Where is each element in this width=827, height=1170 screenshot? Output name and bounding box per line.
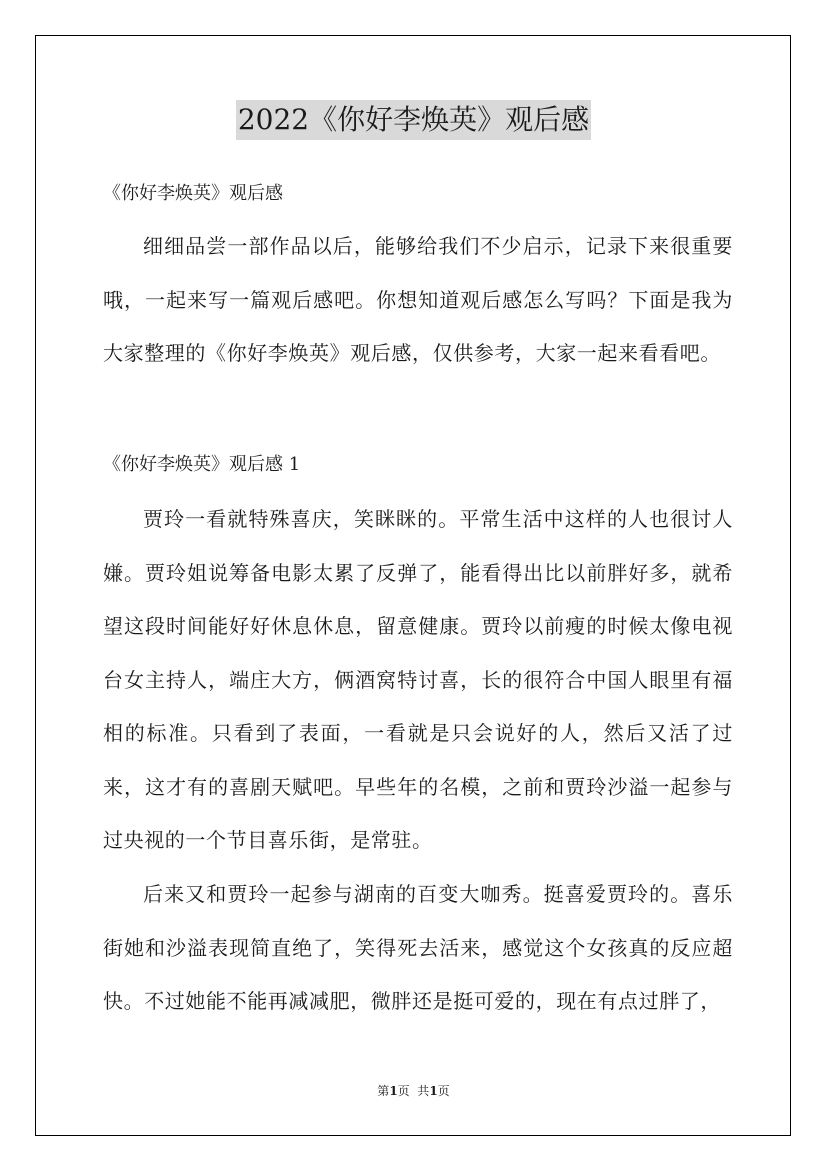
intro-paragraph: 细细品尝一部作品以后，能够给我们不少启示，记录下来很重要哦，一起来写一篇观后感吧。你想知道观后感怎么写吗？下面是我为大家整理的《你好李焕英》观后感，仅供参考，大家一起来看看吧。: [103, 234, 733, 365]
page-footer: [0, 1083, 827, 1099]
body-paragraph-1: 贾玲一看就特殊喜庆，笑眯眯的。平常生活中这样的人也很讨人嫌。贾玲姐说筹备电影太累了反弹了，能看得出比以前胖好多，就希望这段时间能好好休息休息，留意健康。贾玲以前瘦的时候太像电视台女主持人，端庄大方，俩酒窝特讨喜，长的很符合中国人眼里有福相的标准。只看到了表面，一看就是只会说好的人，然后又活了过来，这才有的喜剧天赋吧。早些年的名模，之前和贾玲沙溢一起参与过央视的一个节目喜乐街，是常驻。: [103, 507, 733, 852]
essay-heading: 《你好李焕英》观后感 1: [103, 454, 301, 475]
document-title: 2022《你好李焕英》观后感: [236, 100, 591, 140]
footer-page-number: 1: [389, 1084, 398, 1098]
body-paragraph-2: 后来又和贾玲一起参与湖南的百变大咖秀。挺喜爱贾玲的。喜乐街她和沙溢表现简直绝了，笑得死去活来，感觉这个女孩真的反应超快。不过她能不能再减减肥，微胖还是挺可爱的，现在有点过胖了，: [103, 882, 733, 1013]
title-container: [0, 100, 827, 140]
footer-page-suffix: 页 共: [397, 1084, 430, 1098]
footer-total-pages: 1: [429, 1084, 438, 1098]
footer-total-suffix: 页: [437, 1084, 450, 1098]
section-heading: 《你好李焕英》观后感: [103, 183, 283, 204]
footer-page-prefix: 第: [377, 1084, 390, 1098]
